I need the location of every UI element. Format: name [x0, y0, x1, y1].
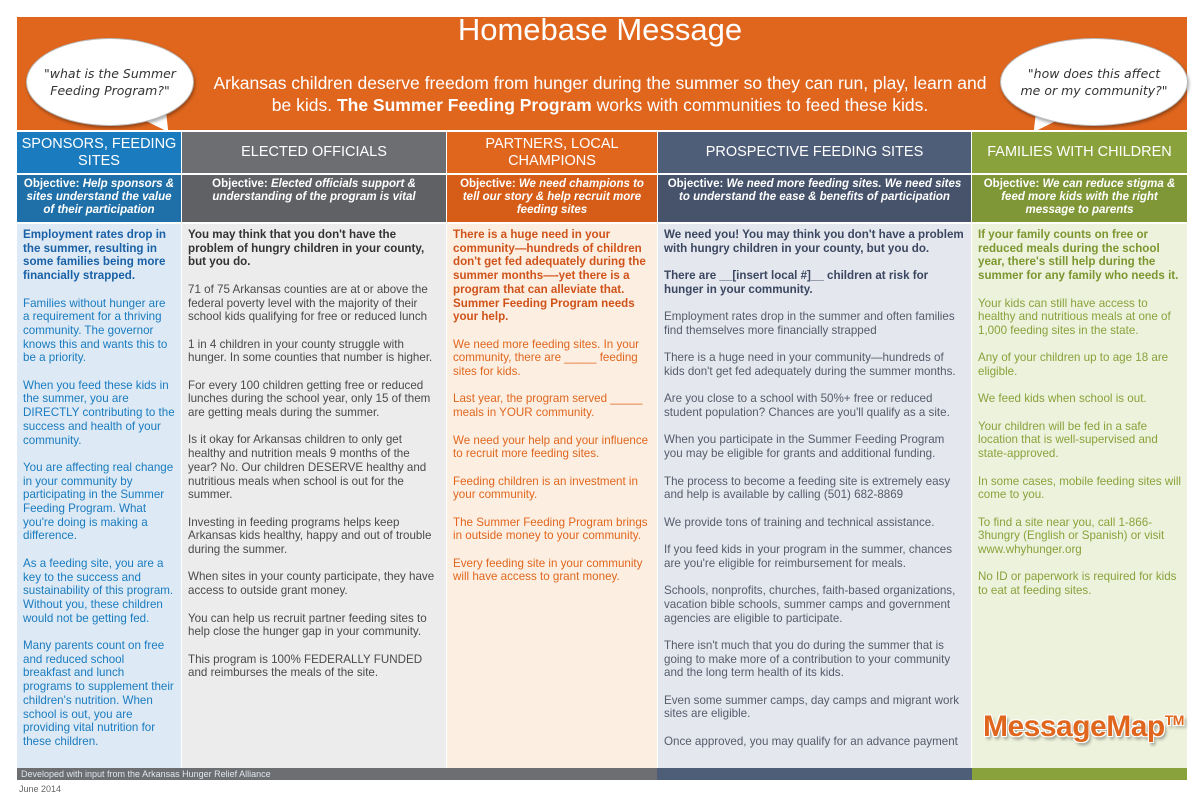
- body-paragraph: Employment rates drop in the summer and often families find themselves more financially strapped: [664, 310, 955, 337]
- column-body: [972, 224, 1187, 768]
- body-paragraph: Many parents count on free and reduced school breakfast and lunch programs to supplement their children's nutrition. When school is out, you are providing vital nutrition for these children.: [23, 639, 174, 748]
- message-program-name: The Summer Feeding Program: [336, 95, 592, 115]
- body-paragraph: As a feeding site, you are a key to the success and sustainability of this program. Without you, these children would not be getting fed.: [23, 556, 174, 625]
- objective-label: Objective:: [23, 178, 80, 190]
- footer-bar-segment: [657, 768, 972, 780]
- column-heading: PARTNERS, LOCAL CHAMPIONS: [447, 132, 657, 173]
- logo-trademark: TM: [1164, 712, 1184, 728]
- column-objective: [447, 175, 657, 222]
- body-paragraph: Your kids can still have access to healthy and nutritious meals at one of 1,000 feeding sites in the state.: [978, 296, 1171, 337]
- lead-paragraph: If your family counts on free or reduced meals during the school year, there's still help during the summer for any family who needs it.: [978, 228, 1179, 283]
- column-body: [17, 224, 181, 768]
- objective-text: Help sponsors & sites understand the value of their participation: [26, 178, 175, 216]
- objective-label: Objective:: [212, 178, 268, 190]
- body-paragraph: You can help us recruit partner feeding sites to help close the hunger gap in your community.: [188, 611, 427, 639]
- body-paragraph: Last year, the program served _____ meals in YOUR community.: [453, 392, 643, 420]
- body-paragraph: The Summer Feeding Program brings in outside money to your community.: [453, 515, 648, 543]
- body-paragraph: Investing in feeding programs helps keep Arkansas kids healthy, happy and out of trouble during the summer.: [188, 515, 432, 557]
- lead-paragraph: You may think that you don't have the problem of hungry children in your county, but you do.: [188, 228, 425, 269]
- body-paragraph: Once approved, you may qualify for an advance payment: [664, 734, 958, 748]
- message-text-2: works with communities to feed these kids.: [591, 95, 929, 115]
- body-paragraph: There is a huge need in your community—hundreds of kids don't get fed adequately during the summer months.: [664, 351, 956, 378]
- body-paragraph: In some cases, mobile feeding sites will come to you.: [978, 474, 1181, 502]
- column-heading: SPONSORS, FEEDING SITES: [17, 132, 181, 173]
- footer-date: June 2014: [19, 784, 62, 794]
- lead-paragraph: Employment rates drop in the summer, resulting in some families being more financially strapped.: [23, 228, 167, 283]
- body-paragraph: When you participate in the Summer Feeding Program you may be eligible for grants and additional funding.: [664, 433, 945, 461]
- objective-label: Objective:: [983, 178, 1040, 190]
- column-heading: PROSPECTIVE FEEDING SITES: [658, 132, 971, 173]
- objective-label: Objective:: [667, 178, 724, 190]
- column-objective: [658, 175, 971, 222]
- body-paragraph: For every 100 children getting free or reduced lunches during the school year, only 15 of them are getting meals during the summer.: [188, 378, 431, 420]
- objective-text: We need champions to tell our story & help recruit more feeding sites: [462, 178, 644, 216]
- body-paragraph: Is it okay for Arkansas children to only get healthy and nutrition meals 9 months of the year? No. Our children DESERVE healthy and nutritious meals when school is out for the summer.: [188, 433, 427, 502]
- column-partners: [447, 132, 657, 768]
- body-paragraph: Schools, nonprofits, churches, faith-based organizations, vacation bible schools, summer camps and government agencies are eligible to participate.: [664, 584, 956, 625]
- column-heading: ELECTED OFFICIALS: [182, 132, 446, 173]
- body-paragraph: We provide tons of training and technical assistance.: [664, 515, 935, 529]
- column-elected-officials: [182, 132, 446, 768]
- messagemap-logo: [983, 710, 1184, 744]
- objective-text: Elected officials support & understanding of the program is vital: [212, 178, 416, 203]
- speech-bubble-left: "what is the Summer Feeding Program?": [26, 38, 194, 126]
- body-paragraph: When sites in your county participate, they have access to outside grant money.: [188, 570, 435, 598]
- footer-note: Developed with input from the Arkansas Hunger Relief Alliance: [21, 769, 271, 779]
- column-prospective-sites: [658, 132, 971, 768]
- body-paragraph: If you feed kids in your program in the summer, chances are you're eligible for reimbursement for meals.: [664, 543, 953, 570]
- body-paragraph: There isn't much that you do during the summer that is going to make more of a contribution to your community and the long term health of its kids.: [664, 638, 951, 680]
- speech-bubble-right: "how does this affect me or my community?": [1000, 38, 1188, 126]
- column-body: [182, 224, 446, 768]
- body-paragraph: To find a site near you, call 1-866-3hungry (English or Spanish) or visit www.whyhunger.org: [978, 515, 1165, 557]
- body-paragraph: The process to become a feeding site is extremely easy and help is available by calling (501) 682-8869: [664, 474, 951, 502]
- footer-bar-segment: [972, 768, 1187, 780]
- message-text-1: Arkansas children deserve freedom from hunger during the summer so they can run, play, learn and be kids.: [213, 73, 987, 115]
- column-heading: FAMILIES WITH CHILDREN: [972, 132, 1187, 173]
- body-paragraph: Even some summer camps, day camps and migrant work sites are eligible.: [664, 693, 960, 721]
- objective-text: We can reduce stigma & feed more kids with the right message to parents: [1001, 178, 1176, 216]
- body-paragraph: No ID or paperwork is required for kids to eat at feeding sites.: [978, 570, 1177, 598]
- column-objective: [17, 175, 181, 222]
- body-paragraph: You are affecting real change in your community by participating in the Summer Feeding Program. What you're doing is making a difference.: [23, 460, 174, 543]
- body-paragraph: We need more feeding sites. In your community, there are _____ feeding sites for kids.: [453, 337, 640, 379]
- body-paragraph: Feeding children is an investment in your community.: [453, 474, 638, 502]
- column-families: [972, 132, 1187, 768]
- page-title: Homebase Message: [457, 12, 743, 47]
- objective-text: We need more feeding sites. We need sites to understand the ease & benefits of participation: [679, 178, 962, 203]
- lead-paragraph: We need you! You may think you don't have a problem with hungry children in your county, but you do.: [664, 228, 964, 255]
- body-paragraph: Are you close to a school with 50%+ free or reduced student population? Chances are you'll qualify as a site.: [664, 392, 950, 420]
- logo-text: MessageMap: [983, 710, 1165, 743]
- body-paragraph: 1 in 4 children in your county struggle with hunger. In some counties that number is higher.: [188, 337, 433, 365]
- body-paragraph: Families without hunger are a requirement for a thriving community. The governor knows this and wants this to be a priority.: [23, 296, 168, 365]
- lead-paragraph-2: There are __[insert local #]__ children at risk for hunger in your community.: [664, 269, 929, 296]
- lead-paragraph: There is a huge need in your community—hundreds of children don't get fed adequately during the summer months—-yet there is a program that can alleviate that. Summer Feeding Program needs your help.: [453, 228, 646, 324]
- column-objective: [182, 175, 446, 222]
- body-paragraph: We feed kids when school is out.: [978, 392, 1147, 406]
- column-objective: [972, 175, 1187, 222]
- body-paragraph: We need your help and your influence to recruit more feeding sites.: [453, 433, 649, 461]
- body-paragraph: Any of your children up to age 18 are eligible.: [978, 351, 1169, 378]
- body-paragraph: When you feed these kids in the summer, you are DIRECTLY contributing to the success and health of your community.: [23, 378, 175, 447]
- homebase-message: [205, 72, 995, 116]
- objective-label: Objective:: [460, 178, 516, 190]
- column-body: [658, 224, 971, 768]
- body-paragraph: 71 of 75 Arkansas counties are at or above the federal poverty level with the majority of their school kids qualifying for free or reduced lunch: [188, 282, 428, 324]
- column-sponsors: [17, 132, 181, 768]
- body-paragraph: Every feeding site in your community will have access to grant money.: [453, 556, 643, 584]
- body-paragraph: This program is 100% FEDERALLY FUNDED and reimburses the meals of the site.: [188, 652, 423, 680]
- body-paragraph: Your children will be fed in a safe location that is well-supervised and state-approved.: [978, 419, 1158, 461]
- column-body: [447, 224, 657, 768]
